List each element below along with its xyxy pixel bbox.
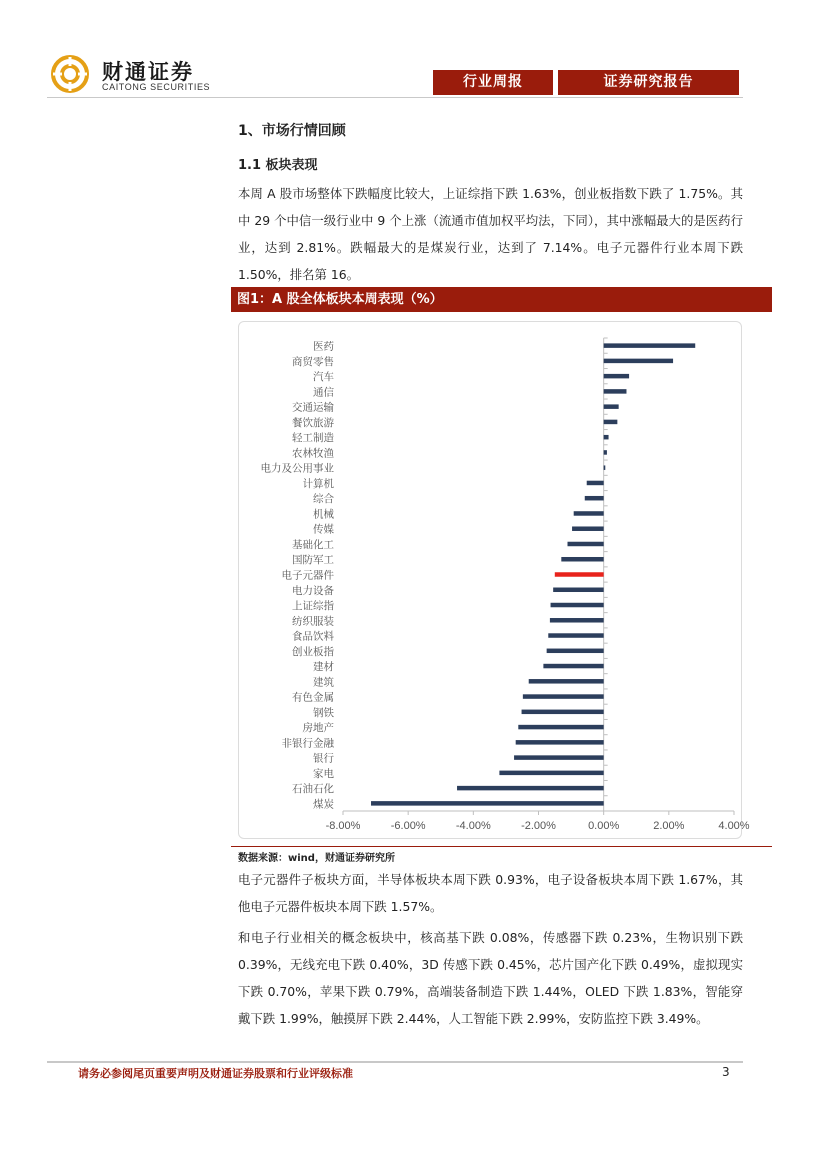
- bar: [604, 435, 609, 440]
- bar: [604, 404, 619, 409]
- x-tick-label: 2.00%: [653, 820, 685, 832]
- category-label: 国防军工: [292, 554, 334, 567]
- disclaimer-note: 请务必参阅尾页重要声明及财通证券股票和行业评级标准: [78, 1067, 353, 1080]
- bar: [604, 465, 606, 470]
- x-tick-label: -2.00%: [521, 820, 556, 832]
- bar: [518, 725, 603, 730]
- category-label: 电力及公用事业: [260, 462, 334, 475]
- category-label: 轻工制造: [292, 432, 334, 445]
- company-logo: [50, 54, 250, 94]
- logo-english-name: CAITONG SECURITIES: [102, 82, 211, 92]
- bar: [555, 572, 604, 577]
- category-label: 传媒: [313, 523, 334, 536]
- source-divider: [231, 846, 772, 847]
- bar: [550, 618, 604, 623]
- category-label: 餐饮旅游: [292, 416, 334, 429]
- category-label: 建材: [313, 661, 334, 674]
- bar: [553, 588, 604, 593]
- bar: [604, 450, 607, 455]
- category-label: 计算机: [302, 477, 334, 490]
- category-label: 汽车: [313, 371, 334, 384]
- report-type-tag: 行业周报: [433, 70, 553, 95]
- bar: [522, 710, 604, 715]
- report-category-tag: 证券研究报告: [558, 70, 739, 95]
- sector-performance-chart: [239, 322, 750, 840]
- category-label: 建筑: [313, 676, 334, 689]
- bar: [457, 786, 604, 791]
- bar: [604, 374, 629, 379]
- category-label: 房地产: [302, 722, 334, 735]
- category-label: 商贸零售: [292, 355, 334, 368]
- chart-frame: [238, 321, 750, 839]
- x-tick-label: 0.00%: [588, 820, 620, 832]
- category-label: 非银行金融: [281, 737, 334, 750]
- category-label: 石油石化: [292, 783, 334, 796]
- category-label: 钢铁: [313, 706, 334, 719]
- category-label: 基础化工: [292, 538, 334, 551]
- bar: [543, 664, 603, 669]
- bar: [585, 496, 604, 501]
- x-tick-label: -4.00%: [455, 820, 491, 832]
- bar: [604, 343, 696, 348]
- bar: [371, 801, 604, 806]
- logo-chinese-name: 财通证券: [102, 59, 194, 84]
- figure-title: 图1：A 股全体板块本周表现（%）: [231, 287, 772, 312]
- x-tick-label: -8.00%: [325, 820, 361, 832]
- category-label: 家电: [313, 767, 334, 780]
- caitong-logo-icon: [50, 54, 90, 94]
- category-label: 交通运输: [292, 401, 334, 414]
- footer-divider: [47, 1061, 743, 1063]
- bar: [567, 542, 603, 547]
- category-label: 创业板指: [292, 645, 334, 658]
- bar: [548, 633, 603, 638]
- bar: [604, 359, 673, 364]
- category-label: 银行: [313, 752, 334, 765]
- x-tick-label: -6.00%: [390, 820, 426, 832]
- category-label: 有色金属: [292, 691, 334, 704]
- bar: [514, 755, 604, 760]
- category-label: 医药: [313, 340, 334, 353]
- category-label: 食品饮料: [292, 630, 334, 643]
- page-number: 3: [722, 1065, 730, 1079]
- category-label: 纺织服装: [292, 615, 334, 628]
- bar: [547, 649, 604, 654]
- category-label: 煤炭: [313, 798, 334, 811]
- bar: [587, 481, 604, 486]
- bar: [523, 694, 604, 699]
- bar: [529, 679, 604, 684]
- bar: [604, 389, 627, 394]
- subsection-heading: 1.1 板块表现: [238, 158, 318, 173]
- category-label: 电子元器件: [281, 569, 334, 582]
- bar: [572, 526, 604, 531]
- subsector-paragraph: 电子元器件子板块方面，半导体板块本周下跌 0.93%，电子设备板块本周下跌 1.67%，其他电子元器件板块本周下跌 1.57%。: [238, 872, 743, 914]
- x-tick-label: 4.00%: [718, 820, 750, 832]
- figure-source: 数据来源：wind，财通证券研究所: [238, 853, 395, 864]
- bar: [516, 740, 604, 745]
- concept-paragraph: 和电子行业相关的概念板块中，核高基下跌 0.08%，传感器下跌 0.23%，生物识别下跌 0.39%，无线充电下跌 0.40%，3D 传感下跌 0.45%，芯片国产化下跌 0.49%，虚拟现实下跌 0.70%，苹果下跌 0.79%，高端装备制造下跌 1.44%，OLED 下跌 1.83%，智能穿戴下跌 1.99%，触摸屏下跌 2.44%，人工智能下跌 2.99%，安防监控下跌 3.49%。: [238, 930, 743, 1026]
- category-label: 机械: [313, 508, 334, 521]
- category-label: 上证综指: [292, 600, 334, 613]
- category-label: 通信: [313, 386, 334, 399]
- section-heading: 1、市场行情回顾: [238, 123, 346, 139]
- header-divider: [47, 97, 743, 98]
- category-label: 电力设备: [292, 584, 334, 597]
- bar: [561, 557, 603, 562]
- category-label: 综合: [313, 493, 334, 506]
- bar: [604, 420, 618, 425]
- bar: [499, 771, 603, 776]
- bar: [574, 511, 604, 516]
- intro-paragraph: 本周 A 股市场整体下跌幅度比较大，上证综指下跌 1.63%，创业板指数下跌了 1.75%。其中 29 个中信一级行业中 9 个上涨（流通市值加权平均法，下同），其中涨幅最大的是医药行业，达到 2.81%。跌幅最大的是煤炭行业，达到了 7.14%。电子元器件行业本周下跌 1.50%，排名第 16。: [238, 186, 743, 282]
- category-label: 农林牧渔: [292, 447, 334, 460]
- bar: [551, 603, 604, 608]
